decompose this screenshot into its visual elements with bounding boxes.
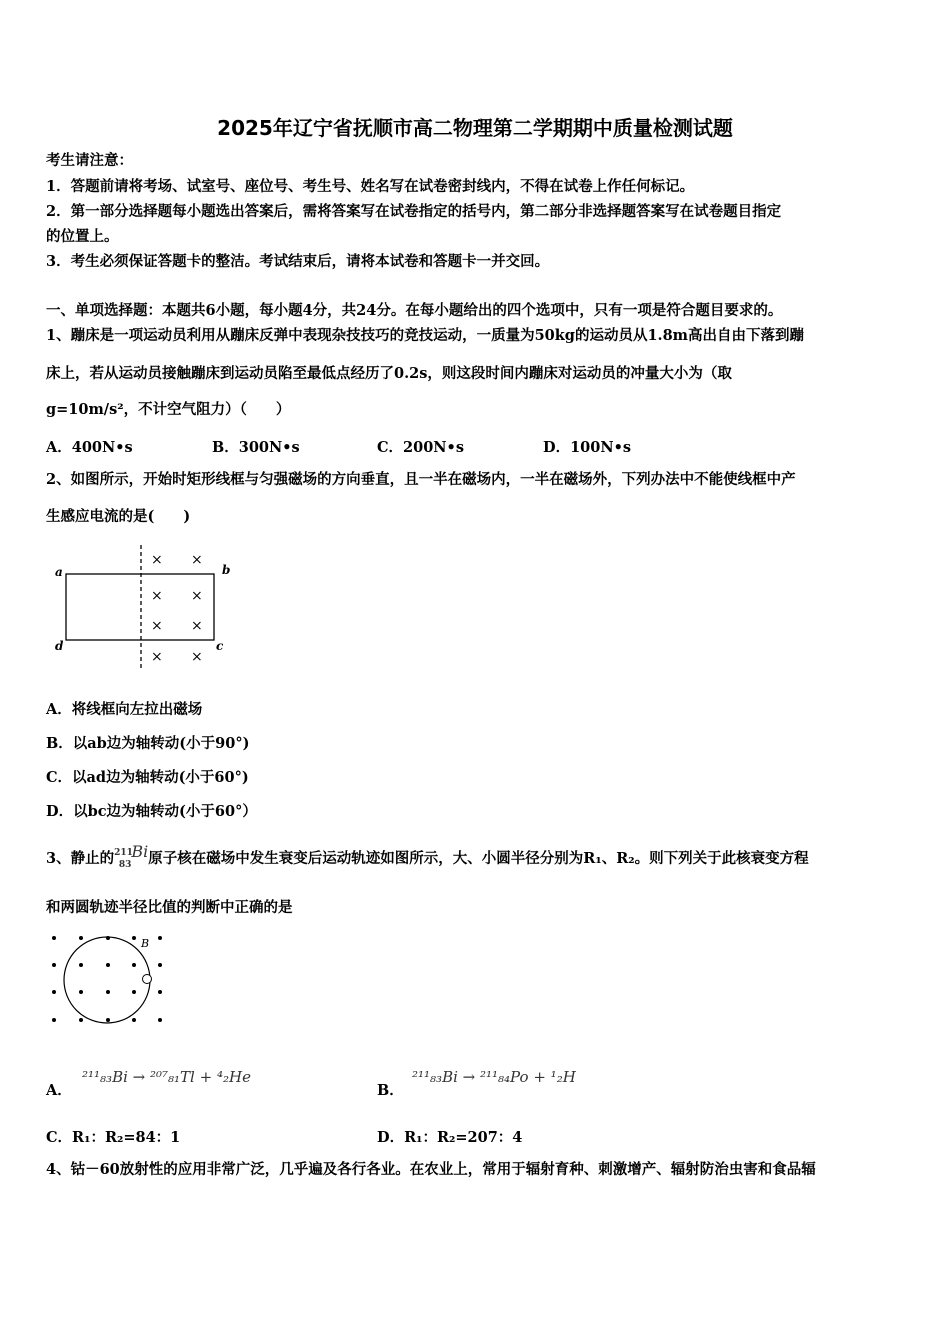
bi-mass-number: 211	[114, 848, 133, 858]
field-label-b: B	[141, 937, 150, 950]
field-cross: ×	[191, 552, 203, 568]
q3-line-1-rest: 原子核在磁场中发生衰变后运动轨迹如图所示，大、小圆半径分别为R₁、R₂。则下列关于此核衰变方程	[148, 850, 809, 867]
corner-c: c	[216, 639, 224, 653]
q4-line-1: 4、钴－60放射性的应用非常广泛，几乎遍及各行各业。在农业上，常用于辐射育种、刺激增产、辐射防治虫害和食品辐	[46, 1161, 816, 1178]
q3-option-a-label: A．	[46, 1082, 72, 1099]
q1-option-c: C．200N•s	[377, 439, 464, 456]
coil-magnetic-field-figure	[46, 540, 246, 670]
q2-line-1: 2、如图所示，开始时矩形线框与匀强磁场的方向垂直，且一半在磁场内，一半在磁场外，下列办法中不能使线框中产	[46, 471, 796, 488]
small-track-circle	[143, 975, 152, 984]
field-cross: ×	[151, 618, 163, 634]
q1-line-1: 1、蹦床是一项运动员利用从蹦床反弹中表现杂技技巧的竞技运动，一质量为50kg的运动员从1.8m高出自由下落到蹦	[46, 327, 805, 344]
corner-b: b	[222, 563, 231, 577]
q3-line-2: 和两圆轨迹半径比值的判断中正确的是	[46, 899, 293, 916]
q3-option-a-equation: ²¹¹₈₃Bi → ²⁰⁷₈₁Tl + ⁴₂He	[82, 1068, 251, 1086]
q3-prefix: 3、静止的	[46, 850, 115, 867]
q2-option-c: C．以ad边为轴转动(小于60°)	[46, 769, 249, 786]
q3-option-b-label: B．	[377, 1082, 404, 1099]
q3-option-b-equation: ²¹¹₈₃Bi → ²¹¹₈₄Po + ¹₂H	[412, 1068, 576, 1086]
q1-option-a: A．400N•s	[46, 439, 133, 456]
field-crosses	[151, 552, 203, 665]
notice-item-3: 3．考生必须保证答题卡的整洁。考试结束后，请将本试卷和答题卡一并交回。	[46, 253, 550, 270]
field-cross: ×	[191, 649, 203, 665]
large-track-circle	[64, 937, 150, 1023]
q2-option-d: D．以bc边为轴转动(小于60°）	[46, 803, 257, 820]
notice-item-1: 1．答题前请将考场、试室号、座位号、考生号、姓名写在试卷密封线内，不得在试卷上作任何标记。	[46, 178, 695, 195]
field-cross: ×	[191, 588, 203, 604]
page-title: 2025年辽宁省抚顺市高二物理第二学期期中质量检测试题	[217, 116, 733, 140]
q2-line-2: 生感应电流的是( )	[46, 508, 191, 525]
notice-heading: 考生请注意：	[46, 152, 133, 169]
q1-option-b: B．300N•s	[212, 439, 300, 456]
bi-symbol: Bi	[131, 842, 149, 861]
q3-option-c: C．R₁：R₂=84：1	[46, 1129, 181, 1146]
corner-d: d	[55, 639, 64, 653]
q1-line-3: g=10m/s²，不计空气阻力）（ ）	[46, 401, 291, 418]
notice-item-2: 2．第一部分选择题每小题选出答案后，需将答案写在试卷指定的括号内，第二部分非选择题答案写在试卷题目指定	[46, 203, 782, 220]
bi-nucleus	[114, 842, 149, 870]
field-cross: ×	[191, 618, 203, 634]
q3-line-1	[46, 842, 908, 871]
field-cross: ×	[151, 552, 163, 568]
corner-a: a	[55, 565, 63, 579]
field-cross: ×	[151, 649, 163, 665]
q2-option-a: A．将线框向左拉出磁场	[46, 701, 203, 718]
bi-charge-number: 83	[118, 860, 132, 870]
q2-option-b: B．以ab边为轴转动(小于90°)	[46, 735, 250, 752]
q1-option-d: D．100N•s	[543, 439, 632, 456]
q1-line-2: 床上，若从运动员接触蹦床到运动员陷至最低点经历了0.2s，则这段时间内蹦床对运动员的冲量大小为（取	[46, 365, 732, 382]
q3-option-d: D．R₁：R₂=207：4	[377, 1129, 523, 1146]
section-heading: 一、单项选择题：本题共6小题，每小题4分，共24分。在每小题给出的四个选项中，只有一项是符合题目要求的。	[46, 302, 783, 319]
field-cross: ×	[151, 588, 163, 604]
decay-track-figure	[46, 928, 176, 1033]
notice-item-2-cont: 的位置上。	[46, 228, 119, 245]
